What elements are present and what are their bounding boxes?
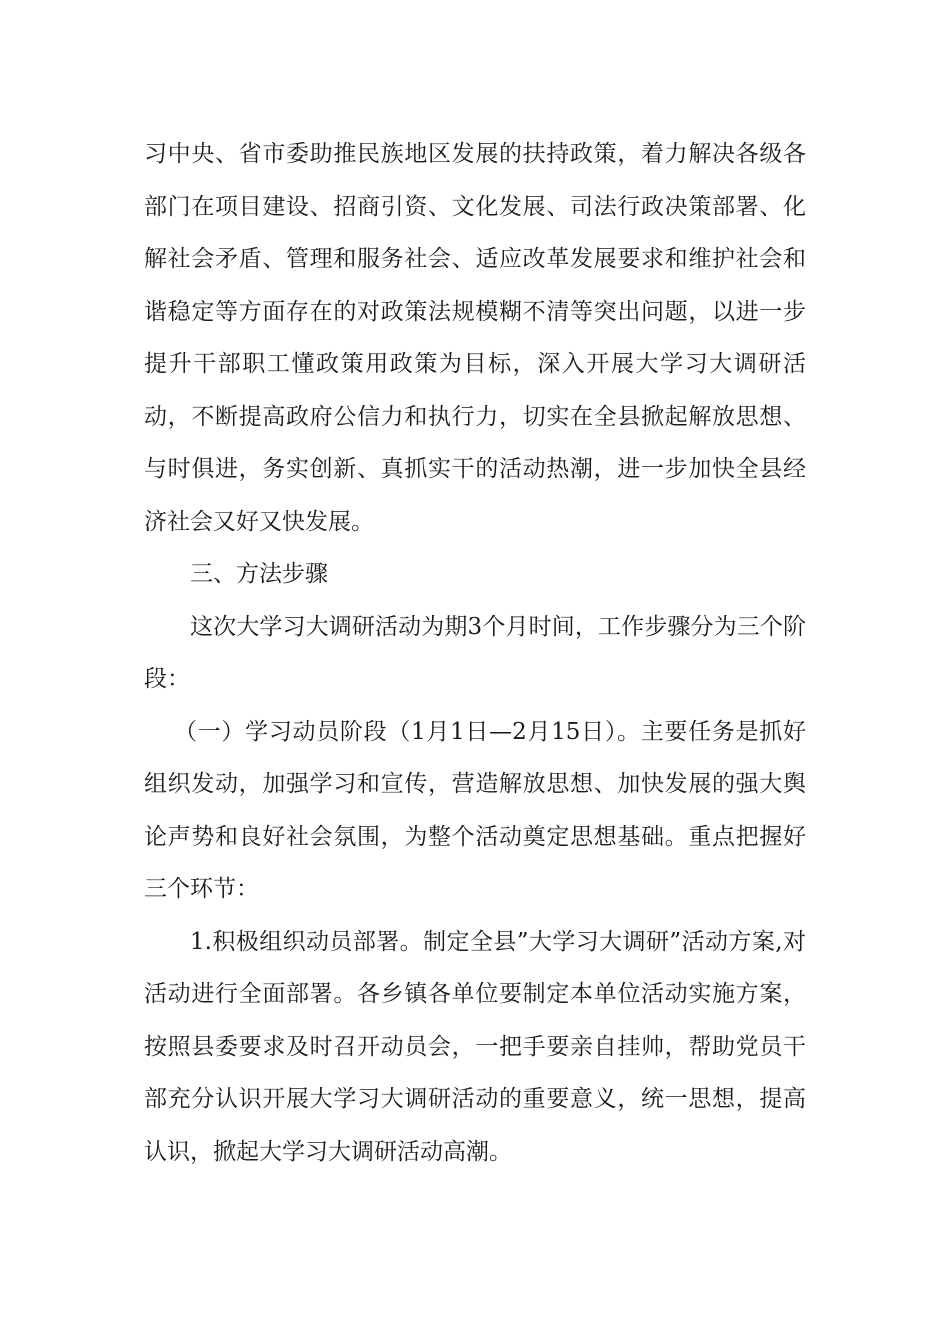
paragraph-policy-goals: 习中央、省市委助推民族地区发展的扶持政策，着力解决各级各部门在项目建设、招商引资、文化发展、司法行政决策部署、化解社会矛盾、管理和服务社会、适应改革发展要求和维护社会和谐稳定等方面存在的对政策法规模糊不清等突出问题，以进一步提升干部职工懂政策用政策为目标，深入开展大学习大调研活动，不断提高政府公信力和执行力，切实在全县掀起解放思想、与时俱进，务实创新、真抓实干的活动热潮，进一步加快全县经济社会又好又快发展。: [144, 141, 806, 535]
paragraph-mobilization: 1.积极组织动员部署。制定全县”大学习大调研”活动方案,对活动进行全面部署。各乡镇各单位要制定本单位活动实施方案，按照县委要求及时召开动员会，一把手要亲自挂帅，帮助党员干部充分认识开展大学习大调研活动的重要意义，统一思想，提高认识，掀起大学习大调研活动高潮。: [144, 928, 806, 1165]
document-body: [144, 128, 806, 1178]
section-heading-methods: 三、方法步骤: [190, 561, 328, 587]
paragraph-timeline: 这次大学习大调研活动为期3个月时间，工作步骤分为三个阶段：: [144, 613, 806, 692]
paragraph-phase-one: （一）学习动员阶段（1月1日—2月15日）。主要任务是抓好组织发动，加强学习和宣传，营造解放思想、加快发展的强大舆论声势和良好社会氛围，为整个活动奠定思想基础。重点把握好三个环节：: [144, 718, 806, 902]
